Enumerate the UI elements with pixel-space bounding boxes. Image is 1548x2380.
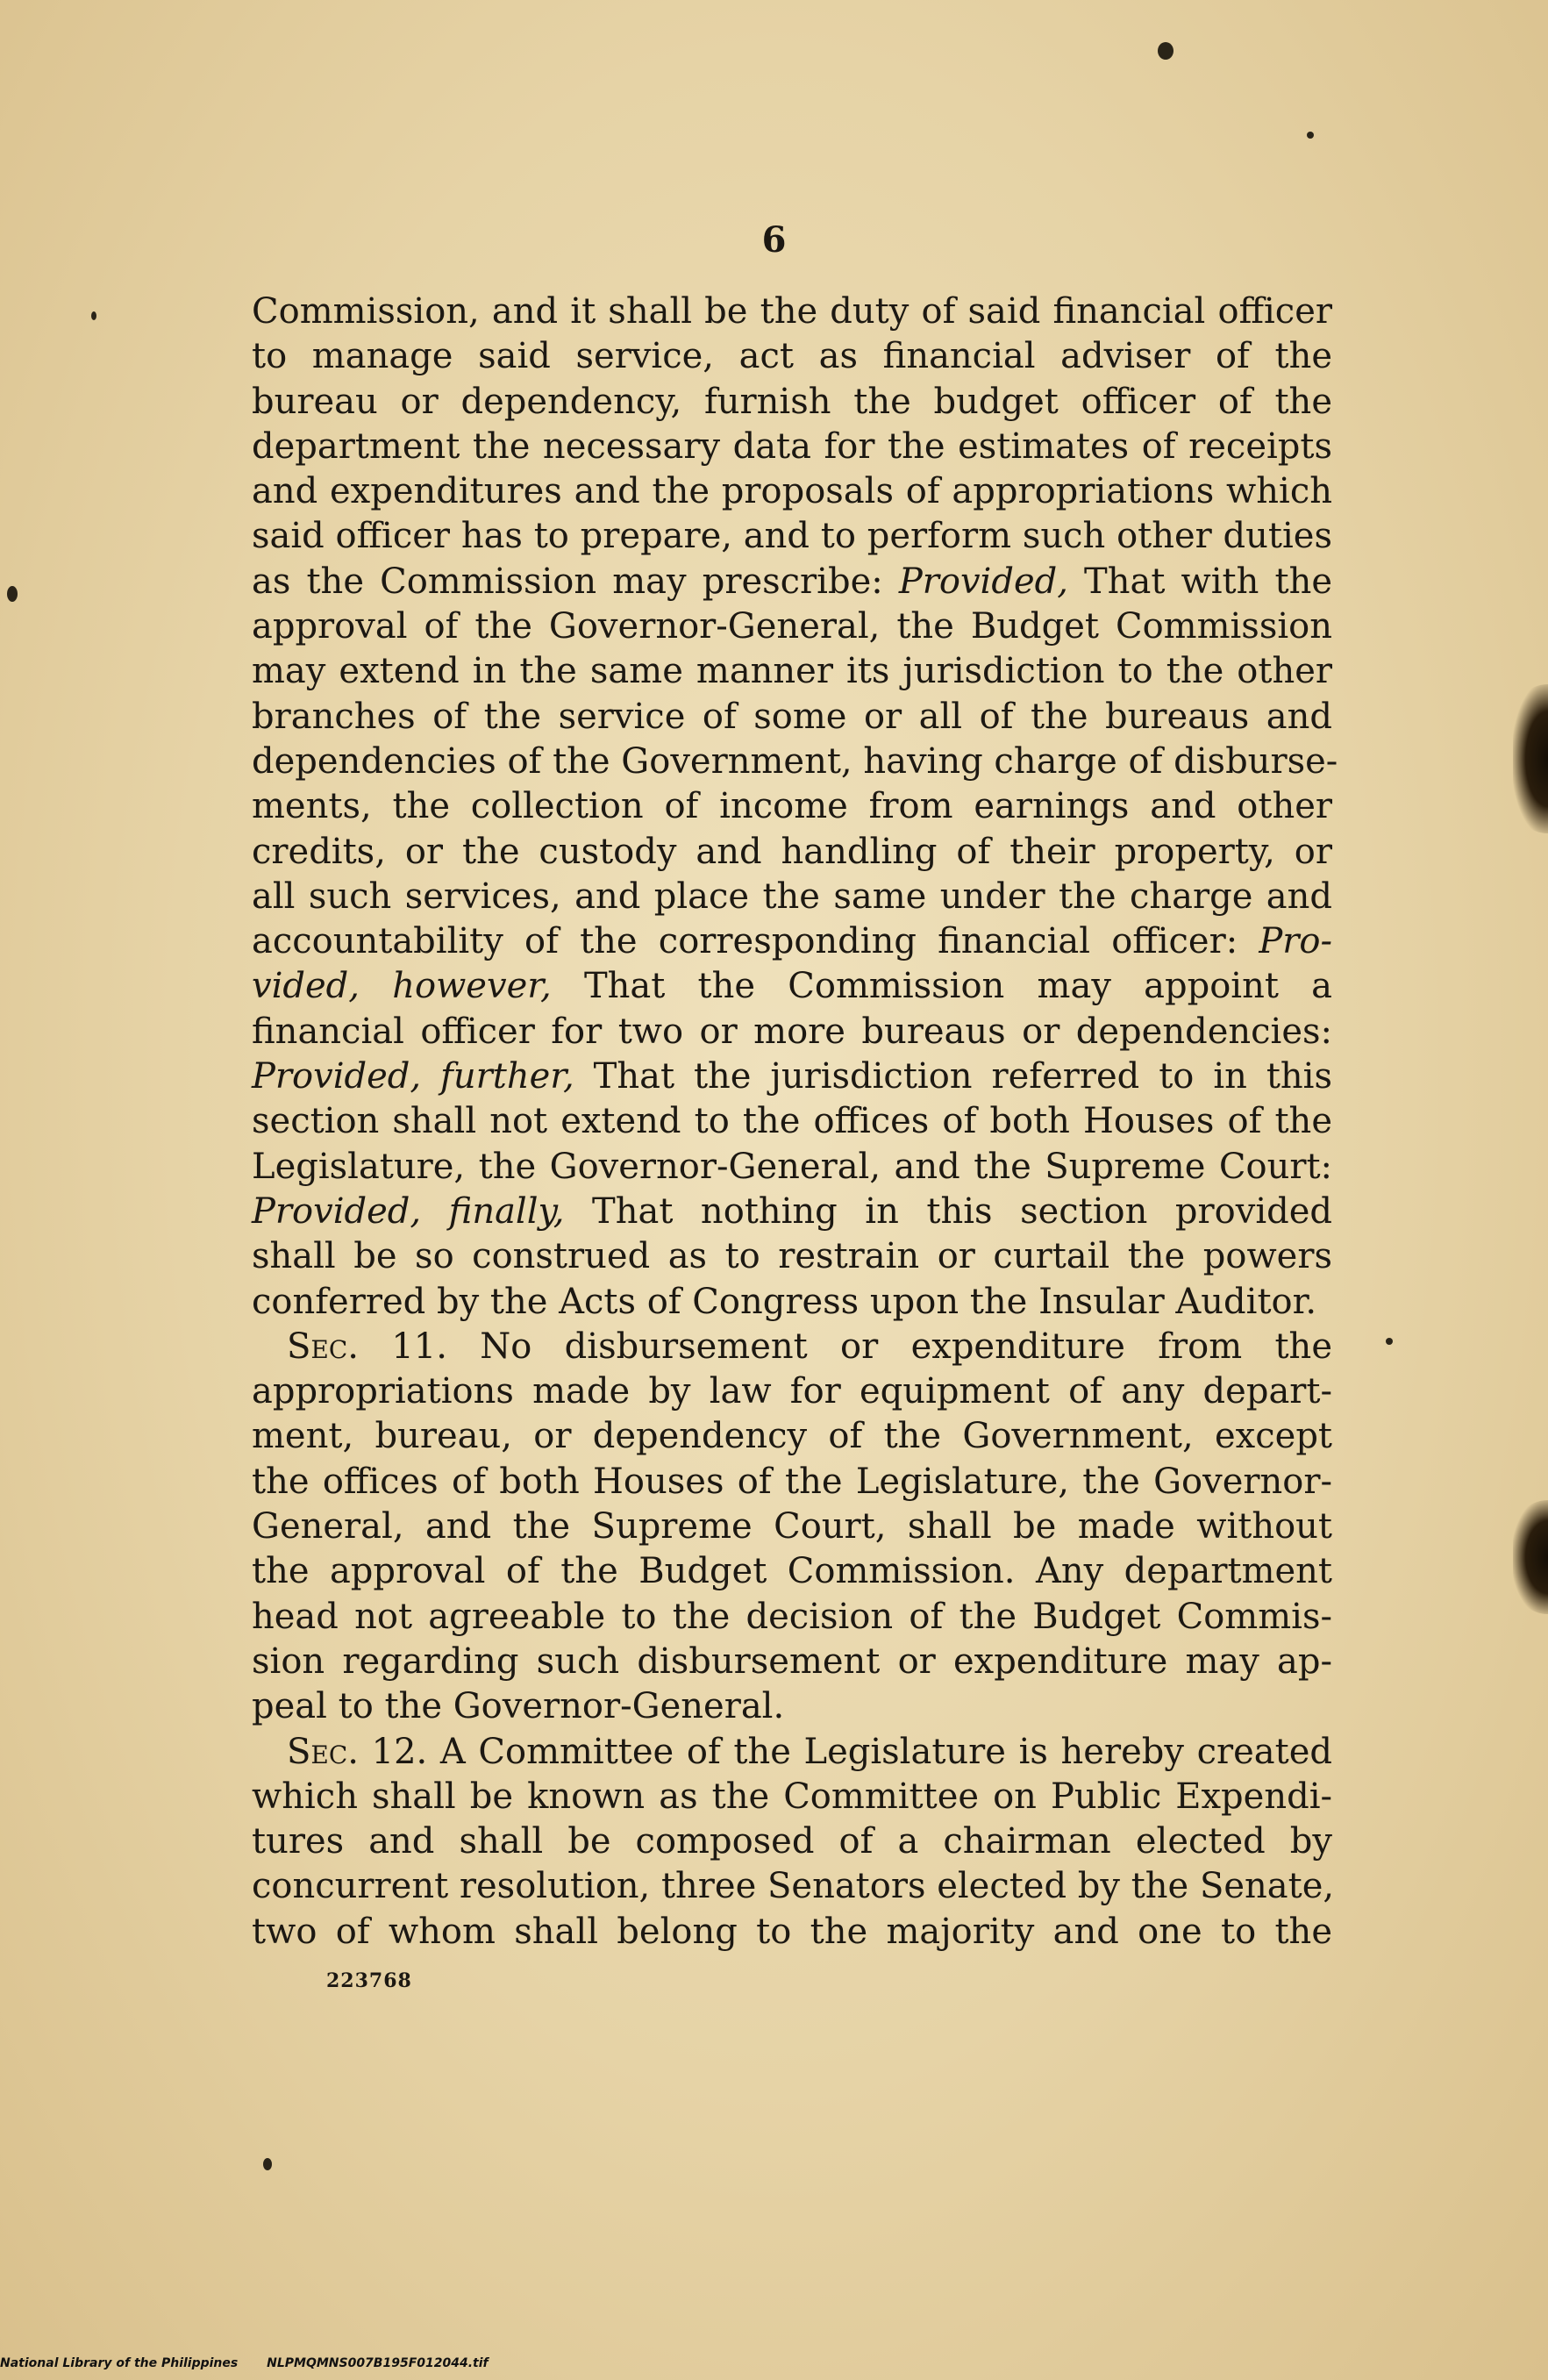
text-line: [252, 1819, 1332, 1864]
text-line: [252, 1549, 1332, 1594]
text-line: [252, 1775, 1332, 1819]
text-segment: accountability of the corresponding financial officer:: [252, 921, 1259, 962]
text-segment: dependencies of the Government, having charge of disburse-: [252, 740, 1338, 782]
text-segment: department the necessary data for the estimates of receipts: [252, 425, 1332, 467]
text-segment: all such services, and place the same under the charge and: [252, 876, 1332, 917]
ink-spot: [1386, 1338, 1393, 1345]
text-segment: said officer has to prepare, and to perform such other duties: [252, 516, 1332, 557]
text-line: [252, 1234, 1332, 1279]
ink-spot: [1158, 42, 1173, 60]
text-line: [252, 1640, 1332, 1684]
body-text: [252, 289, 1338, 1955]
text-line: [252, 1099, 1332, 1144]
text-line: [252, 1864, 1335, 1909]
section-label: Sec.: [287, 1731, 359, 1772]
text-segment: That the jurisdiction referred to in this: [574, 1056, 1332, 1097]
text-line: [252, 919, 1332, 964]
italic-text: Provided,: [898, 561, 1068, 602]
text-segment: Legislature, the Governor-General, and the Supreme Court:: [252, 1146, 1332, 1187]
text-line: [252, 784, 1332, 829]
text-line: [252, 695, 1332, 740]
text-line: [252, 1504, 1332, 1549]
footer-file-id: NLPMQMNS007B195F012044.tif: [267, 2356, 489, 2370]
text-segment: That nothing in this section provided: [564, 1190, 1332, 1232]
text-segment: peal to the Governor-General.: [252, 1686, 785, 1727]
text-segment: ment, bureau, or dependency of the Government, except: [252, 1416, 1332, 1457]
text-line: [252, 1145, 1332, 1190]
text-line: [252, 1369, 1332, 1414]
text-segment: Commission, and it shall be the duty of said financial officer: [252, 291, 1332, 332]
italic-text: Pro-: [1259, 921, 1332, 962]
text-line: [252, 1414, 1332, 1459]
edge-stain: [1513, 1500, 1548, 1614]
text-segment: the offices of both Houses of the Legislature, the Governor-: [252, 1461, 1332, 1502]
text-segment: as the Commission may prescribe:: [252, 561, 899, 602]
text-segment: conferred by the Acts of Congress upon the Insular Auditor.: [252, 1281, 1317, 1322]
page-number: 6: [761, 219, 787, 261]
italic-text: Provided, finally,: [252, 1190, 565, 1232]
text-segment: shall be so construed as to restrain or curtail the powers: [252, 1236, 1332, 1277]
printer-note: 223768: [326, 1969, 412, 1992]
text-line: [252, 1054, 1332, 1099]
text-line: [252, 1280, 1332, 1325]
text-segment: the approval of the Budget Commission. Any department: [252, 1551, 1332, 1592]
text-segment: credits, or the custody and handling of their property, or: [252, 831, 1332, 872]
italic-text: Provided, further,: [252, 1056, 574, 1097]
ink-spot: [263, 2158, 272, 2170]
ink-spot: [1307, 132, 1314, 139]
text-line: [252, 1595, 1332, 1640]
section-label: Sec.: [287, 1326, 359, 1367]
text-line: [252, 334, 1332, 379]
text-segment: concurrent resolution, three Senators elected by the Senate,: [252, 1866, 1335, 1907]
text-line: [252, 830, 1332, 875]
text-segment: branches of the service of some or all of the bureaus and: [252, 696, 1332, 737]
text-segment: to manage said service, act as financial adviser of the: [252, 336, 1332, 377]
text-line: [252, 1325, 1332, 1369]
text-segment: head not agreeable to the decision of the Budget Commis-: [252, 1596, 1332, 1637]
text-line: [252, 740, 1338, 784]
text-segment: approval of the Governor-General, the Budget Commission: [252, 606, 1332, 647]
text-line: [252, 1730, 1332, 1775]
text-line: [252, 469, 1332, 514]
text-line: [252, 964, 1332, 1009]
text-segment: That with the: [1067, 561, 1332, 602]
text-line: [252, 1010, 1332, 1054]
text-line: [252, 1910, 1332, 1955]
edge-stain: [1513, 684, 1548, 833]
text-segment: appropriations made by law for equipment of any depart-: [252, 1371, 1332, 1412]
text-segment: 11. No disbursement or expenditure from the: [358, 1326, 1332, 1367]
text-segment: 12. A Committee of the Legislature is hereby created: [358, 1731, 1332, 1772]
text-line: [252, 649, 1332, 694]
text-segment: which shall be known as the Committee on Public Expendi-: [252, 1776, 1332, 1817]
text-segment: bureau or dependency, furnish the budget officer of the: [252, 381, 1332, 422]
text-line: [252, 514, 1332, 559]
footer-library: National Library of the Philippines: [0, 2356, 239, 2370]
text-line: [252, 425, 1332, 469]
text-segment: sion regarding such disbursement or expenditure may ap-: [252, 1640, 1332, 1682]
text-line: [252, 289, 1332, 334]
text-segment: That the Commission may appoint a: [551, 966, 1333, 1007]
text-line: [252, 560, 1332, 604]
text-segment: may extend in the same manner its jurisdiction to the other: [252, 651, 1332, 692]
ink-spot: [91, 311, 96, 320]
text-line: [252, 1190, 1332, 1234]
text-segment: General, and the Supreme Court, shall be made without: [252, 1506, 1332, 1547]
ink-spot: [7, 586, 18, 602]
text-line: [252, 875, 1332, 919]
text-segment: ments, the collection of income from earnings and other: [252, 786, 1332, 827]
text-segment: financial officer for two or more bureaus or dependencies:: [252, 1011, 1332, 1052]
text-line: [252, 1460, 1332, 1504]
footer: [0, 2356, 614, 2370]
text-segment: two of whom shall belong to the majority and one to the: [252, 1911, 1332, 1952]
text-segment: section shall not extend to the offices of both Houses of the: [252, 1101, 1332, 1142]
text-segment: and expenditures and the proposals of appropriations which: [252, 471, 1332, 512]
text-line: [252, 380, 1332, 425]
italic-text: vided, however,: [252, 966, 552, 1007]
text-segment: tures and shall be composed of a chairman elected by: [252, 1821, 1332, 1862]
text-line: [252, 604, 1332, 649]
text-line: [252, 1684, 1332, 1729]
